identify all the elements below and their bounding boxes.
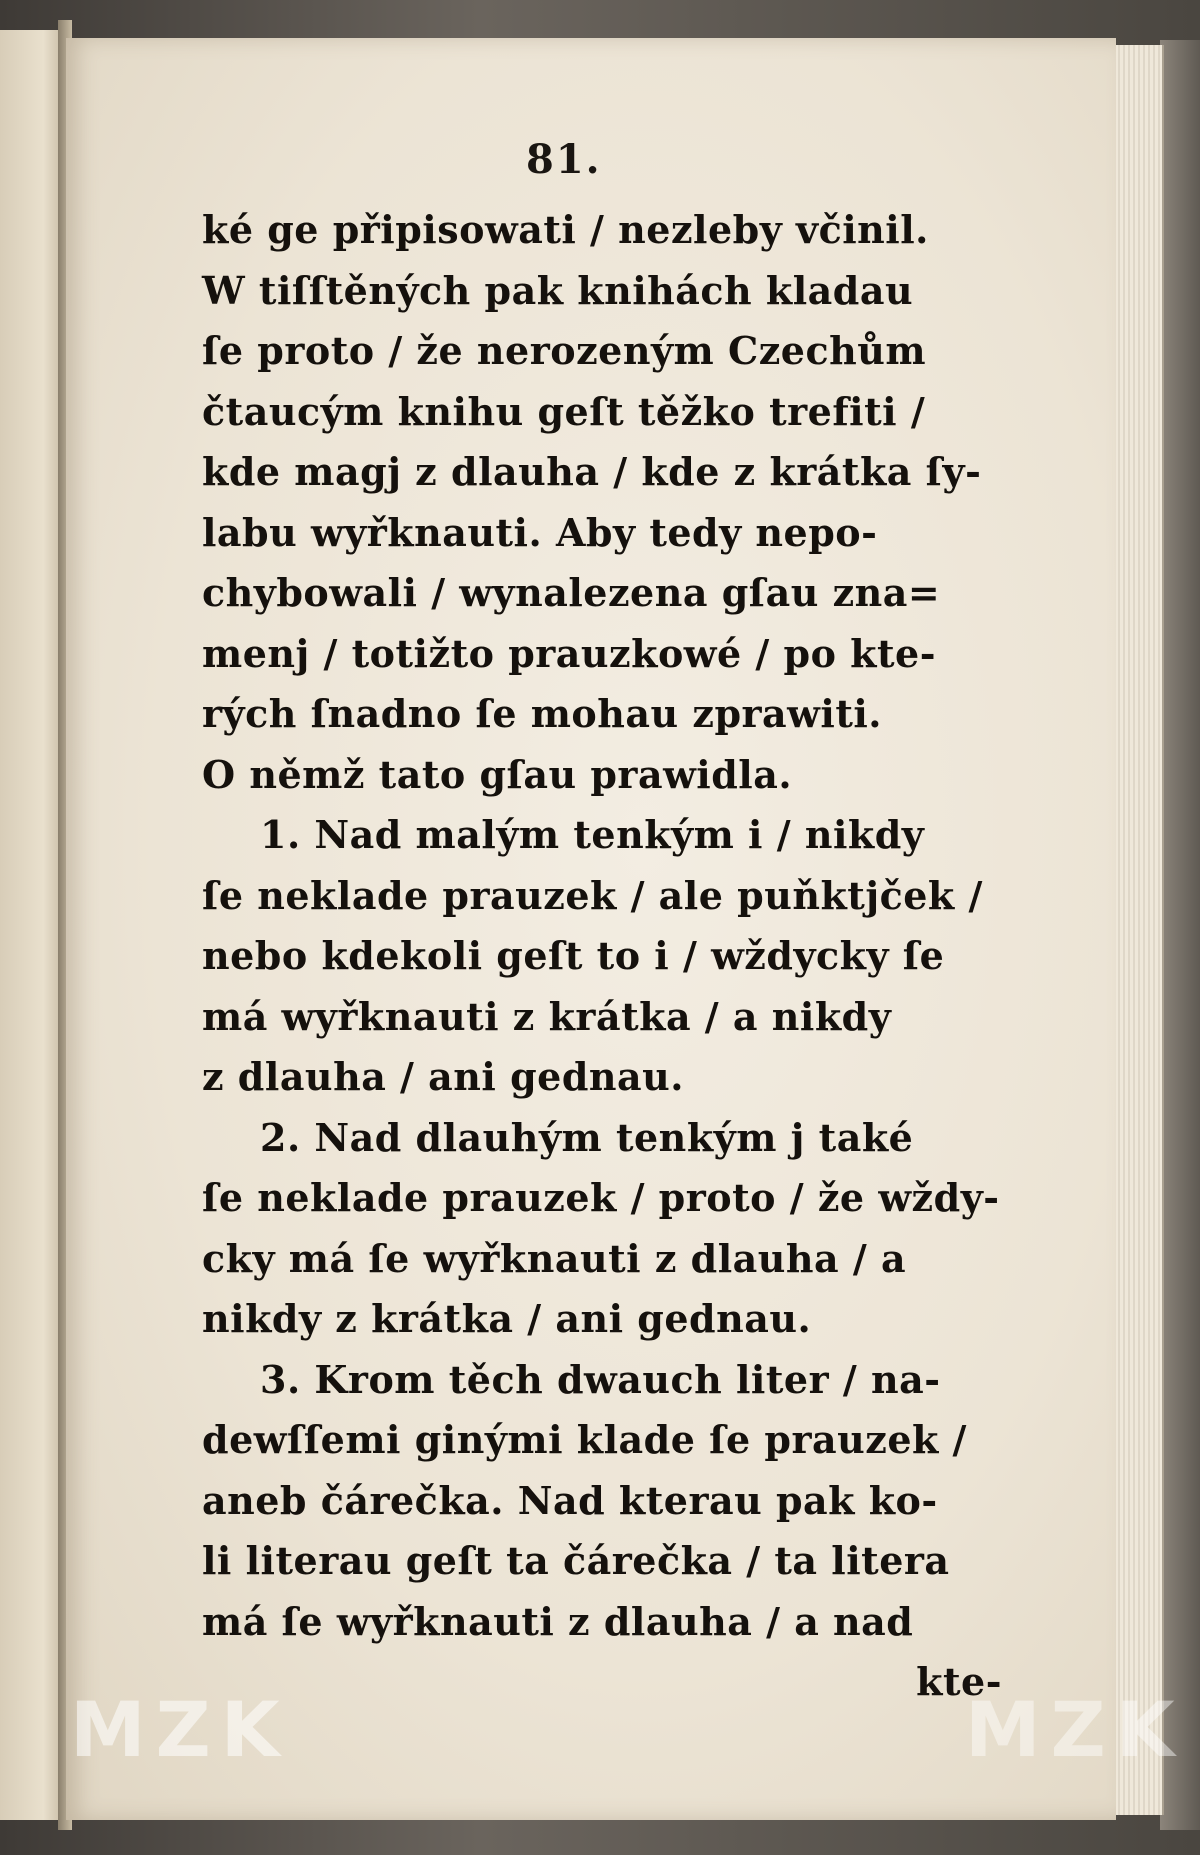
text-line: 1. Nad malým tenkým i / nikdy bbox=[260, 812, 925, 857]
book-page bbox=[66, 38, 1116, 1820]
watermark-left: MZK bbox=[70, 1685, 290, 1774]
text-line: kte- bbox=[916, 1659, 1002, 1704]
text-line: kde magj z dlauha / kde z krátka ſy- bbox=[202, 449, 982, 494]
watermark-right: MZK bbox=[965, 1685, 1185, 1774]
text-line: li literau geſt ta čárečka / ta litera bbox=[202, 1538, 950, 1583]
text-line: z dlauha / ani gednau. bbox=[202, 1054, 684, 1099]
text-line: ſe neklade prauzek / ale puňktjček / bbox=[202, 872, 983, 918]
text-line: ſe proto / že nerozeným Czechům bbox=[202, 328, 927, 373]
text-line: nikdy z krátka / ani gednau. bbox=[202, 1296, 812, 1341]
text-line: má ſe wyřknauti z dlauha / a nad bbox=[202, 1598, 914, 1644]
text-line: 2. Nad dlauhým tenkým j také bbox=[260, 1114, 914, 1160]
text-line: O němž tato gſau prawidla. bbox=[202, 751, 793, 797]
text-line: cky má ſe wyřknauti z dlauha / a bbox=[202, 1235, 907, 1281]
text-line: W tiſſtěných pak knihách kladau bbox=[202, 267, 914, 313]
text-line: má wyřknauti z krátka / a nikdy bbox=[202, 993, 892, 1039]
facing-page-edge bbox=[0, 30, 64, 1820]
page-text bbox=[202, 200, 1002, 1713]
text-line: menj / totižto prauzkowé / po kte- bbox=[202, 630, 936, 676]
text-line: nebo kdekoli geſt to i / wždycky ſe bbox=[202, 933, 945, 978]
text-line: chybowali / wynalezena gſau zna= bbox=[202, 570, 941, 615]
text-line: aneb čárečka. Nad kterau pak ko- bbox=[202, 1477, 938, 1523]
text-line: ké ge připisowati / nezleby včinil. bbox=[202, 207, 929, 252]
text-line: ſe neklade prauzek / proto / že wždy- bbox=[202, 1175, 1000, 1220]
page-stack-edges bbox=[1110, 45, 1164, 1815]
book-cover-edge bbox=[1160, 40, 1200, 1830]
text-line: čtaucým knihu geſt těžko trefiti / bbox=[202, 388, 926, 434]
text-line: rých ſnadno ſe mohau zprawiti. bbox=[202, 691, 883, 736]
text-line: dewſſemi ginými klade ſe prauzek / bbox=[202, 1417, 967, 1462]
page-number: 81. bbox=[526, 136, 602, 183]
text-line: 3. Krom těch dwauch liter / na- bbox=[260, 1356, 941, 1402]
text-line: labu wyřknauti. Aby tedy nepo- bbox=[202, 509, 878, 555]
